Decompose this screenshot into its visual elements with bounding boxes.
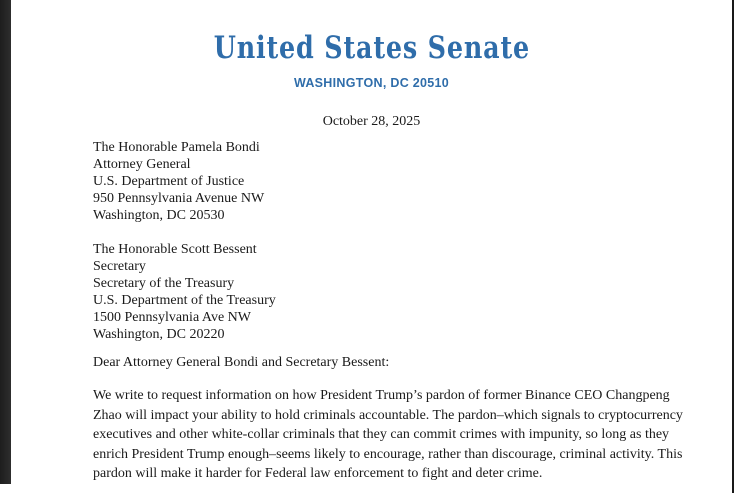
recipient-line: Attorney General — [93, 157, 191, 172]
recipient-block-bessent — [93, 241, 732, 343]
recipient-line: U.S. Department of the Treasury — [93, 293, 276, 308]
recipient-line: 1500 Pennsylvania Ave NW — [93, 310, 251, 325]
recipient-line: U.S. Department of Justice — [93, 174, 245, 189]
viewer-left-edge — [0, 0, 11, 484]
recipient-line: The Honorable Pamela Bondi — [93, 140, 260, 155]
salutation: Dear Attorney General Bondi and Secretary Bessent: — [93, 355, 390, 370]
letter-page — [11, 0, 732, 493]
senate-letterhead — [11, 30, 732, 91]
letterhead-title — [11, 30, 732, 66]
recipient-line: Washington, DC 20530 — [93, 208, 225, 223]
recipient-line: Secretary of the Treasury — [93, 276, 235, 291]
recipient-line: The Honorable Scott Bessent — [93, 242, 257, 257]
letterhead-location: WASHINGTON, DC 20510 — [293, 76, 450, 90]
recipient-block-bondi — [93, 139, 732, 224]
body-paragraph: We write to request information on how President Trump’s pardon of former Binance CEO Changpeng Zhao will impact your ability to hold criminals accountable. The pardon–which signals to cryptocurrency executives and other white-collar criminals that they can commit crimes with impunity, so long as they enrich President Trump enough–seems likely to encourage, rather than discourage, criminal activity. This pardon will make it harder for Federal law enforcement to fight and deter crime. — [93, 388, 683, 482]
recipient-line: Secretary — [93, 259, 146, 274]
recipient-line: Washington, DC 20220 — [93, 327, 225, 342]
letterhead-title-text: United States Senate — [213, 30, 530, 66]
recipient-line: 950 Pennsylvania Avenue NW — [93, 191, 265, 206]
viewer-right-edge — [732, 0, 734, 493]
letter-date: October 28, 2025 — [322, 114, 421, 129]
